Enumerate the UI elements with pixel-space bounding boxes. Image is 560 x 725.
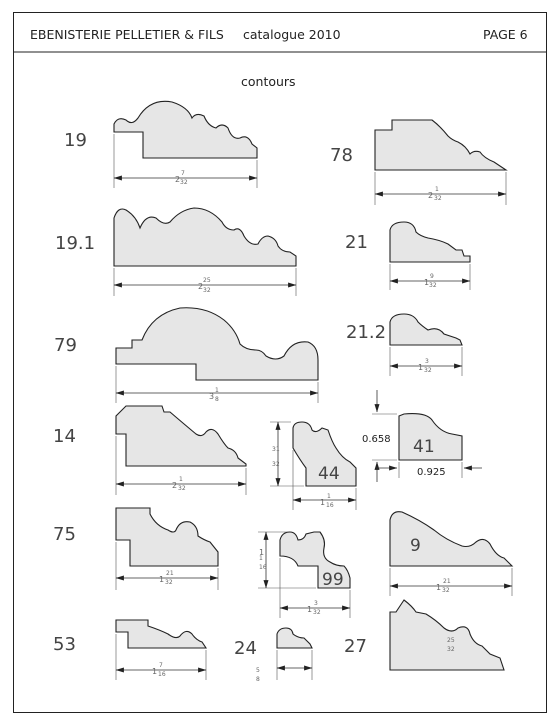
width-num: 7: [159, 662, 163, 669]
profile-code: 75: [53, 524, 76, 545]
width-den: 16: [326, 502, 334, 509]
profile-code: 24: [234, 638, 257, 659]
height-den: 16: [259, 564, 267, 571]
profile-21-2: [346, 314, 462, 376]
width-whole: 2: [428, 191, 434, 200]
width-num: 1: [179, 476, 183, 483]
width-whole: 2: [172, 481, 178, 490]
width-den: 32: [429, 282, 437, 289]
profile-shape: [390, 314, 462, 345]
profile-75: [53, 508, 218, 590]
company-name: EBENISTERIE PELLETIER & FILS: [30, 27, 224, 42]
width-whole: 1: [307, 605, 313, 614]
width-num: 1: [327, 493, 331, 500]
profile-code: 99: [322, 570, 344, 590]
height-num: 31: [272, 446, 280, 453]
profile-shape: [116, 308, 318, 380]
profile-44: [270, 422, 356, 510]
width-num: 1: [215, 387, 219, 394]
profile-41: [362, 390, 482, 482]
profile-code: 14: [53, 426, 76, 447]
profile-19: [64, 101, 257, 188]
profile-shape: [390, 222, 470, 262]
width-num: 25: [447, 637, 455, 644]
width-num: 3: [425, 358, 429, 365]
profile-code: 44: [318, 464, 340, 484]
width-whole: 2: [175, 175, 181, 184]
section-title: contours: [241, 74, 296, 89]
profile-shape: [277, 628, 312, 648]
profile-78: [330, 120, 506, 205]
width-num: 3: [314, 600, 318, 607]
profile-9: [390, 512, 512, 596]
profile-code: 53: [53, 634, 76, 655]
width-num: 9: [430, 273, 434, 280]
width-den: 32: [442, 587, 450, 594]
height-num: 1: [259, 555, 263, 562]
width-den: 32: [434, 195, 442, 202]
width-num: 21: [166, 570, 174, 577]
profile-shape: [116, 620, 206, 648]
width-num: 25: [203, 277, 211, 284]
catalogue-year: catalogue 2010: [243, 27, 341, 42]
height-whole: 1: [259, 548, 265, 557]
profile-24: [234, 628, 312, 683]
width-den: 16: [158, 671, 166, 678]
profile-code: 19.1: [55, 233, 96, 254]
profile-53: [53, 620, 206, 680]
width-den: 32: [203, 287, 211, 294]
width-num: 5: [256, 667, 260, 674]
width-den: 32: [165, 579, 173, 586]
page-number: PAGE 6: [483, 27, 528, 42]
profile-shape: [390, 600, 504, 670]
height-decimal: 0.658: [362, 434, 391, 445]
profile-79: [54, 308, 318, 403]
profile-code: 27: [344, 636, 367, 657]
profile-code: 9: [410, 536, 421, 556]
width-whole: 2: [198, 282, 204, 291]
width-den: 8: [215, 396, 219, 403]
profile-shape: [375, 120, 506, 170]
profile-19-1: [55, 208, 296, 296]
profile-code: 21: [345, 232, 368, 253]
width-whole: 1: [436, 583, 442, 592]
profile-shape: [390, 512, 512, 566]
width-decimal: 0.925: [417, 467, 446, 478]
width-num: 21: [443, 578, 451, 585]
profile-27: [344, 600, 504, 670]
profile-code: 21.2: [346, 322, 387, 343]
width-den: 32: [180, 179, 188, 186]
profile-code: 79: [54, 335, 77, 356]
width-num: 7: [181, 170, 185, 177]
profile-code: 19: [64, 130, 87, 151]
profile-shape: [114, 101, 257, 158]
width-whole: 1: [424, 278, 430, 287]
width-den: 32: [424, 367, 432, 374]
width-num: 1: [435, 186, 439, 193]
height-den: 32: [272, 461, 280, 468]
width-den: 32: [178, 485, 186, 492]
profile-shape: [116, 406, 246, 466]
profile-shape: [114, 208, 296, 266]
profile-shape: [116, 508, 218, 566]
width-whole: 1: [418, 363, 424, 372]
width-den: 32: [313, 609, 321, 616]
width-den: 32: [447, 646, 455, 653]
width-whole: 1: [320, 498, 326, 507]
profile-14: [53, 406, 246, 495]
width-den: 8: [256, 676, 260, 683]
profile-99: [258, 532, 350, 618]
width-whole: 1: [152, 667, 158, 676]
width-whole: 1: [159, 575, 165, 584]
width-whole: 3: [209, 392, 215, 401]
profile-21: [345, 222, 470, 290]
profile-code: 41: [413, 437, 435, 457]
profile-code: 78: [330, 145, 353, 166]
